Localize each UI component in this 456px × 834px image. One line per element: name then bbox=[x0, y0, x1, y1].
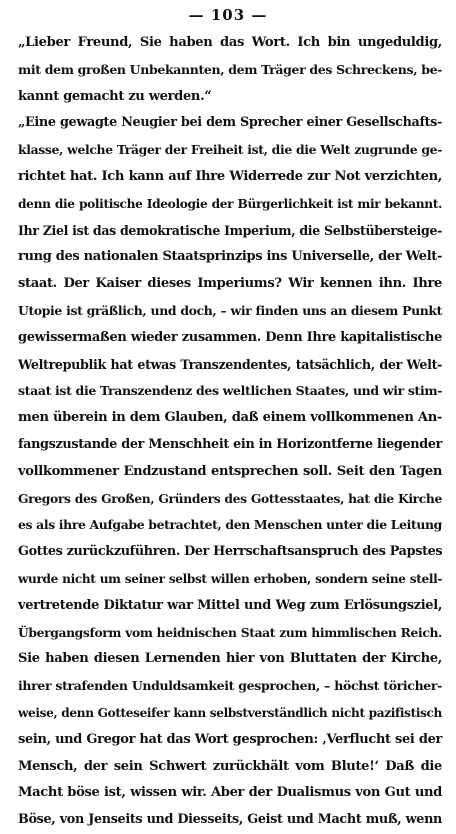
text-line: Utopie ist gräßlich, und doch, – wir finden uns an diesem Punkt bbox=[18, 302, 442, 318]
text-line: men überein in dem Glauben, daß einem vollkommenen An- bbox=[18, 410, 442, 426]
text-line: gewissermaßen wieder zusammen. Denn Ihre kapitalistische bbox=[18, 329, 442, 345]
text-line: weise, denn Gotteseifer kann selbstverständlich nicht pazifistisch bbox=[18, 705, 442, 720]
text-line: „Eine gewagte Neugier bei dem Sprecher einer Gesellschafts- bbox=[18, 115, 442, 131]
text-line: es als ihre Aufgabe betrachtet, den Menschen unter die Leitung bbox=[18, 517, 442, 533]
paragraph bbox=[18, 110, 442, 834]
text-line: sein, und Gregor hat das Wort gesprochen: ‚Verflucht sei der bbox=[18, 731, 442, 747]
text-line: „Lieber Freund, Sie haben das Wort. Ich bin ungeduldig, bbox=[18, 35, 442, 50]
text-line: kannt gemacht zu werden.“ bbox=[18, 88, 212, 104]
text-line: Mensch, der sein Schwert zurückhält vom Blute!‘ Daß die bbox=[18, 758, 442, 774]
text-line: Macht böse ist, wissen wir. Aber der Dualismus von Gut und bbox=[18, 785, 442, 801]
page-number: — 103 — bbox=[188, 6, 268, 24]
text-line: Weltrepublik hat etwas Transzendentes, tatsächlich, der Welt- bbox=[18, 356, 442, 372]
text-line: Böse, von Jenseits und Diesseits, Geist und Macht muß, wenn bbox=[18, 812, 442, 828]
text-line: wurde nicht um seiner selbst willen erhoben, sondern seine stell- bbox=[18, 571, 442, 586]
text-line: vollkommener Endzustand entsprechen soll. Seit den Tagen bbox=[18, 463, 442, 479]
text-line: fangszustande der Menschheit ein in Horizontferne liegender bbox=[18, 436, 442, 452]
text-line: klasse, welche Träger der Freiheit ist, die die Welt zugrunde ge- bbox=[18, 142, 442, 158]
text-line: richtet hat. Ich kann auf Ihre Widerrede zur Not verzichten, bbox=[18, 168, 442, 184]
text-line: rung des nationalen Staatsprinzips ins Universelle, der Welt- bbox=[18, 249, 442, 265]
text-line: vertretende Diktatur war Mittel und Weg zum Erlösungsziel, bbox=[18, 597, 442, 613]
text-line: Gregors des Großen, Gründers des Gottesstaates, hat die Kirche bbox=[18, 490, 442, 506]
text-line: Gottes zurückzuführen. Der Herrschaftsanspruch des Papstes bbox=[18, 544, 443, 560]
paragraph bbox=[18, 30, 442, 110]
text-line: mit dem großen Unbekannten, dem Träger des Schreckens, be- bbox=[18, 61, 443, 77]
text-line: Sie haben diesen Lernenden hier von Bluttaten der Kirche, bbox=[18, 651, 442, 667]
text-line: staat. Der Kaiser dieses Imperiums? Wir kennen ihn. Ihre bbox=[18, 276, 442, 292]
text-line: staat ist die Transzendenz des weltlichen Staates, und wir stim- bbox=[18, 383, 443, 399]
text-line: denn die politische Ideologie der Bürgerlichkeit ist mir bekannt. bbox=[18, 196, 442, 211]
text-line: ihrer strafenden Unduldsamkeit gesprochen, – höchst töricher- bbox=[18, 678, 442, 694]
text-line: Übergangsform vom heidnischen Staat zum himmlischen Reich. bbox=[18, 624, 442, 640]
text-line: Ihr Ziel ist das demokratische Imperium, die Selbstübersteige- bbox=[18, 222, 442, 238]
body-text bbox=[18, 30, 442, 834]
